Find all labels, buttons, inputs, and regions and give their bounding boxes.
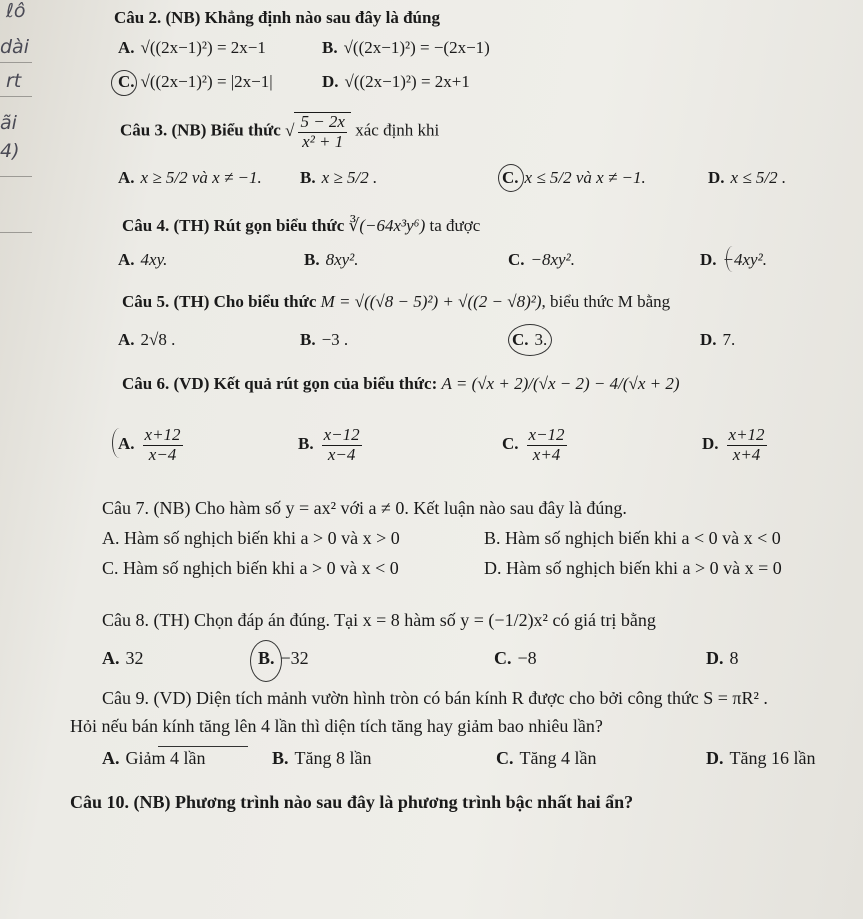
q2-option-c[interactable]: C. √((2x−1)²) = |2x−1|: [118, 72, 273, 91]
q8-answer-mark: [250, 640, 282, 682]
q8-option-d-text: 8: [729, 648, 739, 668]
q3-sqrt: √ $\frac{5 - 2x}{\text{x² + 1}}$: [285, 112, 351, 151]
q4-option-a[interactable]: A. 4xy.: [118, 250, 168, 269]
q8-option-c[interactable]: C. −8: [494, 648, 537, 668]
margin-note-2: dài: [0, 36, 29, 58]
q9-option-b[interactable]: B. Tăng 8 lần: [272, 748, 372, 768]
q3-option-c-text: x ≤ 5/2 và x ≠ −1.: [524, 168, 646, 187]
q3-option-a[interactable]: A. x ≥ 5/2 và x ≠ −1.: [118, 168, 262, 187]
q3-option-b[interactable]: B. x ≥ 5/2 .: [300, 168, 378, 187]
q2-option-a-text: √((2x−1)²) = 2x−1: [140, 38, 266, 57]
q6-expr: A = (√x + 2)/(√x − 2) − 4/(√x + 2): [441, 374, 680, 393]
q3-title: Câu 3. (NB) Biểu thức: [120, 120, 281, 140]
q2-title: Câu 2. (NB) Khẳng định nào sau đây là đúng: [114, 8, 440, 27]
q3-option-a-text: x ≥ 5/2 và x ≠ −1.: [140, 168, 262, 187]
q2-option-b-text: √((2x−1)²) = −(2x−1): [343, 38, 490, 57]
q5-option-a-text: 2√8 .: [140, 330, 176, 349]
q4-answer-mark: [726, 246, 739, 272]
q6-option-d[interactable]: D. $\frac{x+12}{x+4}$: [702, 425, 765, 464]
q7-title: [102, 498, 627, 519]
q6-option-d-num: x+12: [728, 425, 765, 444]
q8-option-b-text: −32: [280, 648, 309, 668]
q2-option-d-text: √((2x−1)²) = 2x+1: [344, 72, 470, 91]
q7-option-c[interactable]: C. Hàm số nghịch biến khi a > 0 và x < 0: [102, 558, 399, 578]
q9-option-a-text: Giảm 4 lần: [125, 748, 206, 768]
q2-answer-mark: [111, 70, 137, 96]
q5-option-d-text: 7.: [722, 330, 736, 349]
q5-option-d[interactable]: D. 7.: [700, 330, 736, 349]
q6-option-b-den: x−4: [327, 444, 356, 464]
q6-option-b[interactable]: B. $\frac{x-12}{x-4}$: [298, 425, 360, 464]
q5-answer-mark: [508, 324, 552, 356]
q9-option-b-text: Tăng 8 lần: [294, 748, 372, 768]
q6-option-c-num: x−12: [528, 425, 565, 444]
q6-option-b-num: x−12: [323, 425, 360, 444]
q6-option-c[interactable]: C. $\frac{x-12}{x+4}$: [502, 425, 565, 464]
q5-option-c[interactable]: C. 3.: [512, 330, 548, 349]
q4-option-d[interactable]: D. −4xy².: [700, 250, 767, 269]
margin-note-4: ãi: [0, 112, 17, 134]
q4-option-b[interactable]: B. 8xy².: [304, 250, 359, 269]
q9-option-d-text: Tăng 16 lần: [729, 748, 816, 768]
q6-answer-mark: [112, 428, 127, 458]
q7-option-b[interactable]: B. Hàm số nghịch biến khi a < 0 và x < 0: [484, 528, 781, 548]
q7-option-d[interactable]: D. Hàm số nghịch biến khi a > 0 và x = 0: [484, 558, 782, 578]
q8-title: Câu 8. (TH) Chọn đáp án đúng. Tại x = 8 hàm số y = (−1/2)x² có giá trị bằng: [102, 610, 656, 630]
q4-stem: [122, 216, 480, 236]
margin-note-5: 4): [0, 140, 20, 162]
q8-option-a-text: 32: [125, 648, 144, 668]
q2-option-b[interactable]: B. √((2x−1)²) = −(2x−1): [322, 38, 490, 57]
margin-handwriting: [0, 0, 40, 919]
q9-handwritten-stroke: [158, 746, 248, 747]
q3-expr-den: x² + 1: [302, 131, 344, 151]
q3-answer-mark: [498, 164, 524, 192]
q8-option-c-text: −8: [517, 648, 537, 668]
q7-option-a[interactable]: A. Hàm số nghịch biến khi a > 0 và x > 0: [102, 528, 400, 548]
margin-note-1: ℓô: [6, 0, 26, 22]
q2-option-d[interactable]: D. √((2x−1)²) = 2x+1: [322, 72, 470, 91]
q6-option-c-den: x+4: [532, 444, 561, 464]
q5-title: Câu 5. (TH) Cho biểu thức: [122, 292, 317, 311]
q4-suffix: ta được: [429, 216, 481, 235]
q8-option-b[interactable]: B. −32: [258, 648, 309, 668]
q9-option-c-text: Tăng 4 lần: [519, 748, 597, 768]
q5-expr: M = √((√8 − 5)²) + √((2 − √8)²): [320, 292, 542, 311]
q5-option-b[interactable]: B. −3 .: [300, 330, 349, 349]
q3-stem: [120, 112, 439, 151]
q4-option-d-text: −4xy².: [722, 250, 767, 269]
q9-option-a[interactable]: A. Giảm 4 lần: [102, 748, 206, 768]
q6-stem: [122, 374, 680, 394]
q9-title: Câu 9. (VD) Diện tích mảnh vườn hình tròn có bán kính R được cho bởi công thức S = πR² .: [102, 688, 768, 708]
q7-title-text: Câu 7. (NB) Cho hàm số y = ax² với a ≠ 0. Kết luận nào sau đây là đúng.: [102, 498, 627, 518]
q9-option-c[interactable]: C. Tăng 4 lần: [496, 748, 597, 768]
q4-option-b-text: 8xy².: [325, 250, 359, 269]
q10-title: Câu 10. (NB) Phương trình nào sau đây là phương trình bậc nhất hai ẩn?: [70, 792, 634, 812]
q4-option-c[interactable]: C. −8xy².: [508, 250, 575, 269]
q5-option-b-text: −3 .: [321, 330, 349, 349]
q9-option-d[interactable]: D. Tăng 16 lần: [706, 748, 816, 768]
q4-title: Câu 4. (TH) Rút gọn biểu thức: [122, 216, 345, 235]
q8-option-a[interactable]: A. 32: [102, 648, 144, 668]
q6-title: Câu 6. (VD) Kết quả rút gọn của biểu thức:: [122, 374, 438, 393]
q9-line2: Hỏi nếu bán kính tăng lên 4 lần thì diện tích tăng hay giảm bao nhiêu lần?: [70, 716, 603, 736]
margin-note-3: rt: [6, 70, 22, 92]
q4-option-a-text: 4xy.: [140, 250, 168, 269]
q3-suffix: xác định khi: [355, 120, 440, 140]
q6-option-a[interactable]: A. $\frac{x+12}{x-4}$: [118, 425, 181, 464]
q2-option-a[interactable]: A. √((2x−1)²) = 2x−1: [118, 38, 266, 57]
q4-option-c-text: −8xy².: [530, 250, 575, 269]
q5-suffix: , biểu thức M bằng: [541, 292, 671, 311]
q2-option-c-text: √((2x−1)²) = |2x−1|: [140, 72, 273, 91]
q3-option-d-text: x ≤ 5/2 .: [730, 168, 787, 187]
q6-option-a-den: x−4: [148, 444, 177, 464]
q8-option-d[interactable]: D. 8: [706, 648, 739, 668]
q5-option-c-text: 3.: [534, 330, 548, 349]
q5-stem: [122, 292, 670, 312]
q6-option-a-num: x+12: [144, 425, 181, 444]
q6-option-d-den: x+4: [732, 444, 761, 464]
q3-expr-num: 5 − 2x: [300, 112, 345, 131]
q5-option-a[interactable]: A. 2√8 .: [118, 330, 176, 349]
q3-option-c[interactable]: C. x ≤ 5/2 và x ≠ −1.: [502, 168, 646, 187]
q4-expr: ∛(−64x³y⁶): [348, 216, 426, 235]
q3-option-d[interactable]: D. x ≤ 5/2 .: [708, 168, 787, 187]
q3-option-b-text: x ≥ 5/2 .: [321, 168, 378, 187]
